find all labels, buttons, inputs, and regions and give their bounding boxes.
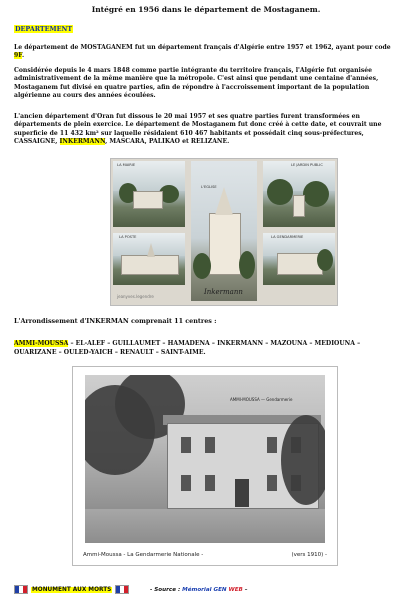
- arrondissement-heading: L'Arrondissement d'INKERMAN comprenait 11 centres :: [14, 317, 217, 325]
- monument-label: MONUMENT AUX MORTS: [32, 586, 112, 593]
- commune-ammi-moussa: AMMI-MOUSSA: [14, 340, 69, 347]
- source-web: WEB: [226, 587, 243, 593]
- paragraph-departement: [14, 44, 402, 61]
- postcard-panel-poste: [113, 233, 185, 285]
- commune-list: [14, 339, 404, 357]
- subprefecture-inkermann: INKERMANN: [59, 138, 106, 146]
- photo-caption-left: Ammi-Moussa - La Gendarmerie Nationale -: [83, 552, 204, 558]
- postcard-image: [110, 158, 338, 306]
- postcard-brand: Inkermann: [204, 288, 243, 296]
- p1-middle: fut un département français d'Algérie entre 1957 et 1962, ayant pour code: [132, 44, 391, 51]
- postcard-caption-3: LA POSTE: [119, 235, 137, 239]
- source-gen: GEN: [213, 587, 227, 593]
- postcard-caption-1: LA MAIRIE: [117, 163, 136, 167]
- postcard-caption-4: LE JARDIN PUBLIC: [291, 163, 323, 167]
- source-suffix: –: [242, 587, 248, 593]
- p1-prefix: Le département de: [14, 44, 81, 51]
- french-flag-icon: [115, 585, 129, 594]
- postcard-caption-2: L'EGLISE: [201, 185, 217, 189]
- p1-name: MOSTAGANEM: [80, 44, 133, 51]
- paragraph-dissolution: [14, 113, 402, 147]
- photo-top-caption: AMMI-MOUSSA — Gendarmerie: [230, 397, 293, 402]
- source-prefix: - Source :: [150, 587, 183, 593]
- p3-rest: , MASCARA, PALIKAO et RELIZANE.: [105, 138, 230, 146]
- gendarmerie-photo: [72, 366, 338, 566]
- section-tag: DEPARTEMENT: [15, 25, 73, 33]
- postcard-caption-5: LA GENDARMERIE: [271, 235, 304, 239]
- postcard-watermark: jeanyves.legendre: [117, 294, 154, 299]
- subprefecture-cassaigne: CASSAIGNE: [14, 138, 56, 146]
- postcard-panel-jardin: [263, 161, 335, 227]
- french-flag-icon: [14, 585, 28, 594]
- postcard-panel-gendarmerie: [263, 233, 335, 285]
- photo-picture: [85, 375, 325, 543]
- p3-separator: ,: [55, 138, 60, 146]
- page-title: Intégré en 1956 dans le département de Mostaganem.: [91, 5, 321, 14]
- department-code: 9F: [14, 52, 22, 60]
- paragraph-history: Considérée depuis le 4 mars 1848 comme partie intégrante du territoire français, l'Algérie fut organisée administrativement de la même manière que la métropole. C'est ainsi que pendant une centaine d'années, Mostaganem fut divisé en quatre parties, afin de répondre à l'accroissement important de la population algérienne au cours des années écoulées.: [14, 67, 379, 100]
- postcard-panel-mairie: [113, 161, 185, 227]
- p1-end: .: [21, 52, 25, 60]
- photo-caption-right: (vers 1910) -: [291, 552, 327, 558]
- source-site: Mémorial: [182, 587, 214, 593]
- footer-source: [150, 587, 248, 593]
- commune-list-rest: – EL-ALEF – GUILLAUMET – HAMADENA – INKERMANN – MAZOUNA – MEDIOUNA – OUARIZANE – OULED-YAICH – RENAULT – SAINT-AIME.: [14, 340, 361, 356]
- monument-link[interactable]: [14, 585, 129, 594]
- postcard-panel-eglise: [191, 161, 257, 301]
- p3-text: L'ancien département d'Oran fut dissous le 20 mai 1957 et ses quatre parties furent transformées en départements de plein exercice. Le département de Mostaganem fut donc créé à cette date, et couvrait une superficie de 11 432 km² sur laquelle résidaient 610 467 habitants et possédait cinq sous-préfectures,: [14, 113, 382, 137]
